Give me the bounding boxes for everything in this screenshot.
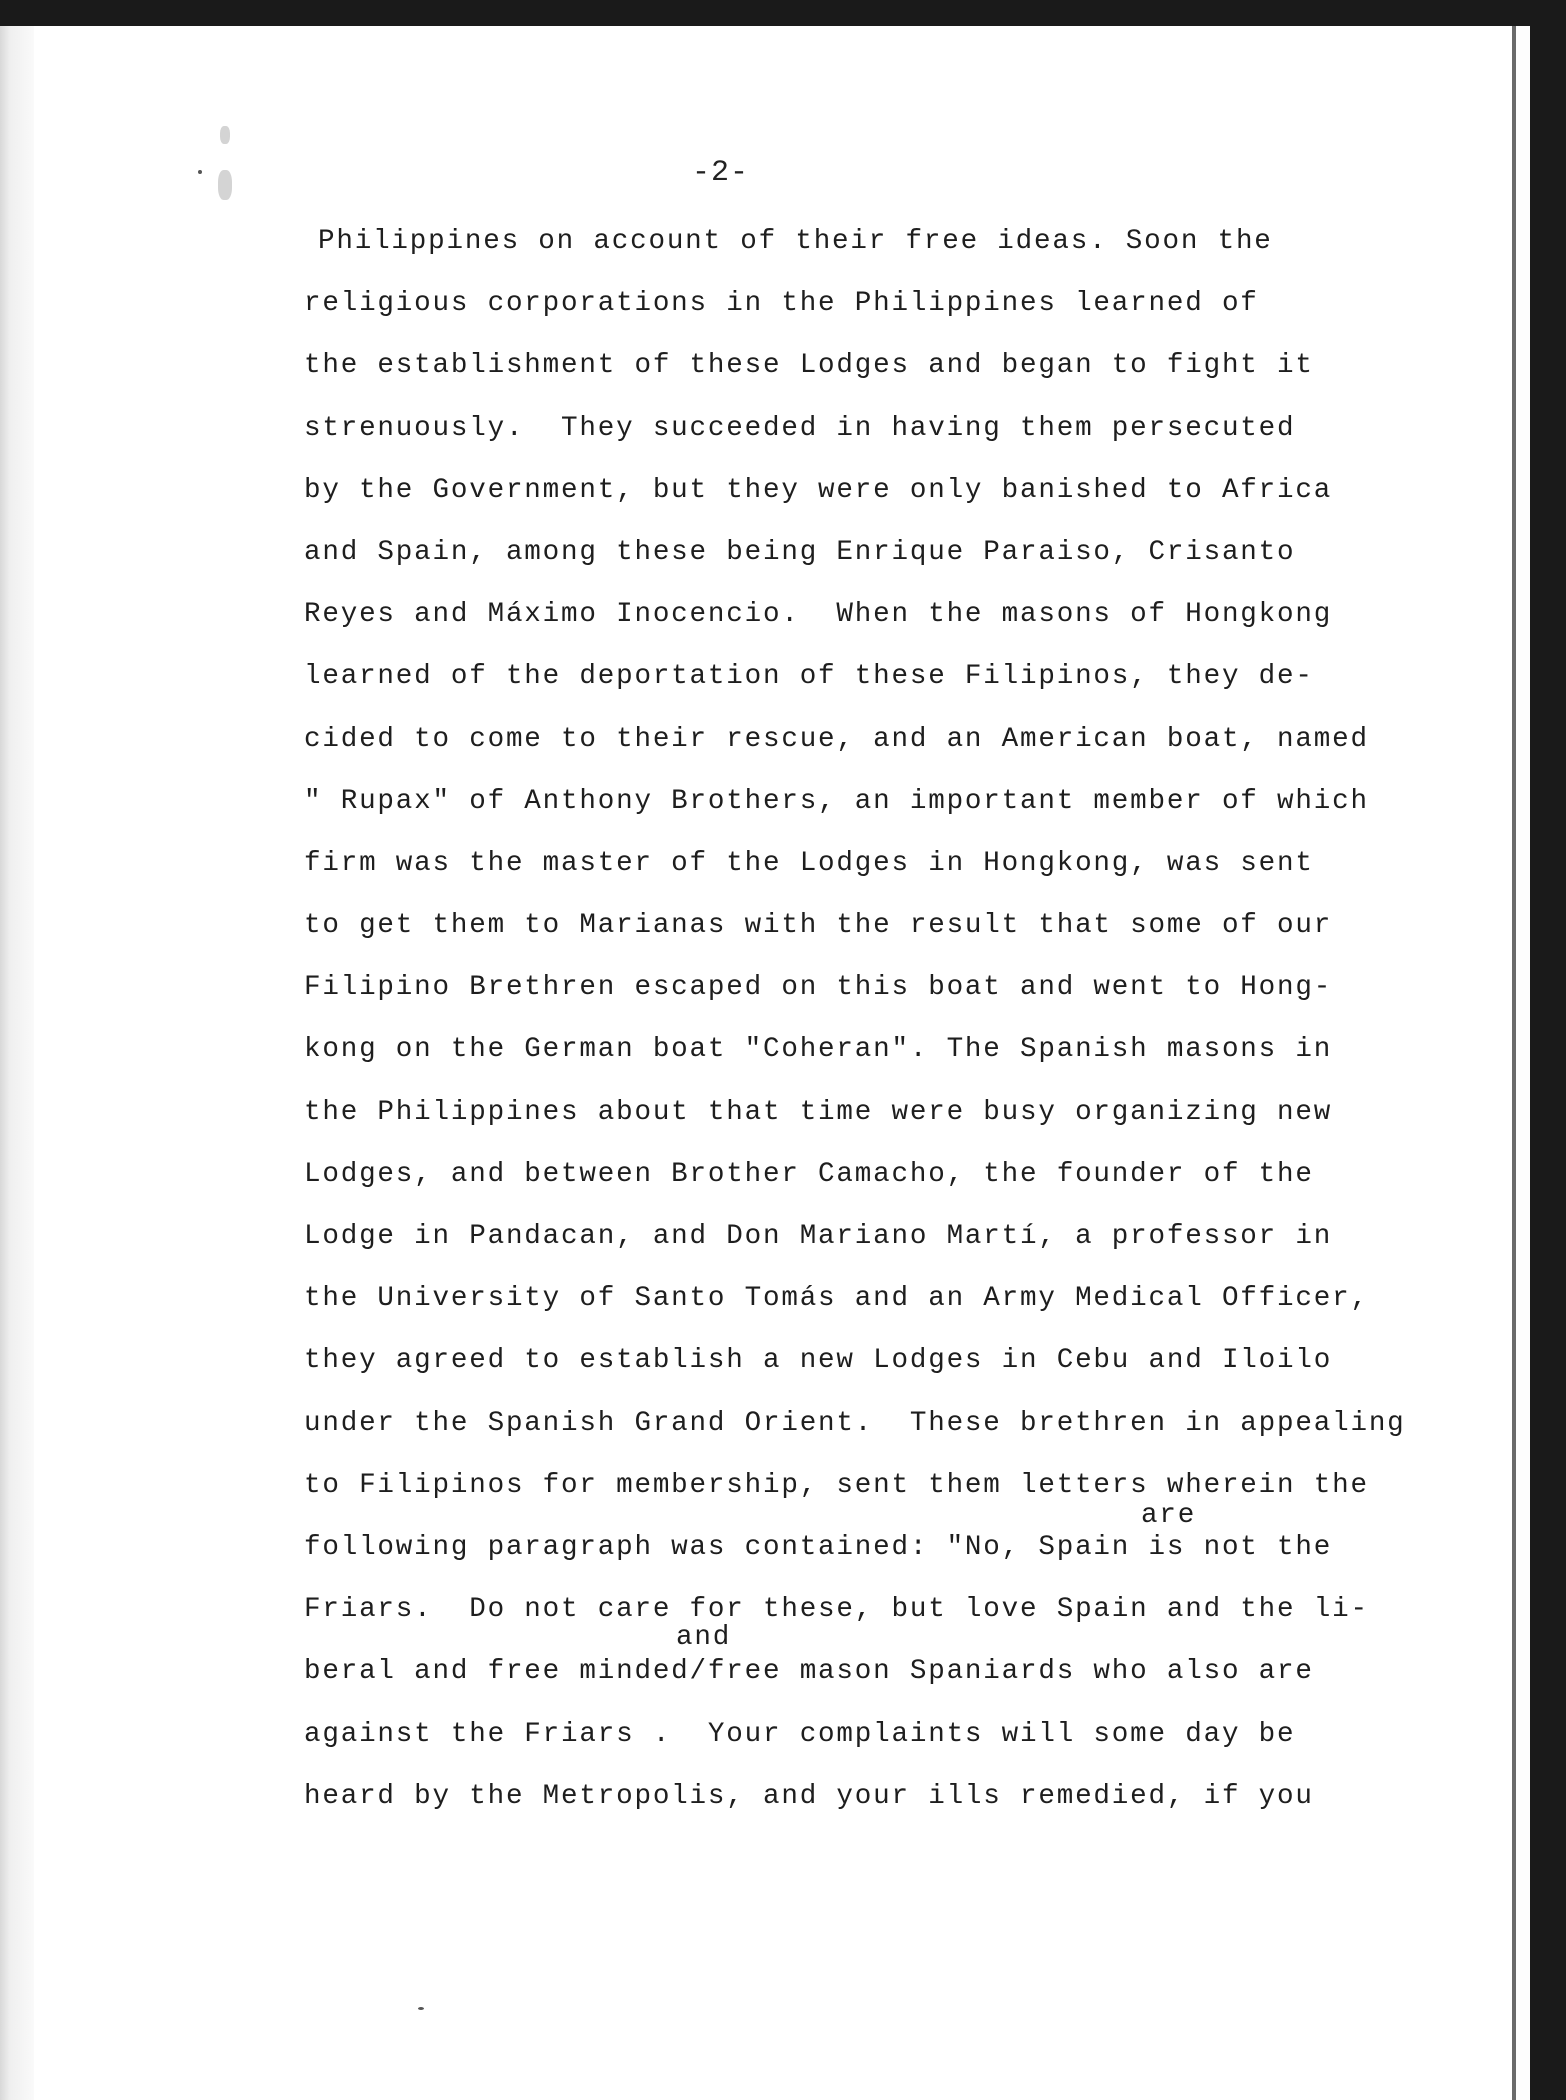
text-line: by the Government, but they were only banished to Africa xyxy=(304,474,1333,506)
text-line: Lodges, and between Brother Camacho, the founder of the xyxy=(304,1158,1314,1190)
text-line: heard by the Metropolis, and your ills remedied, if you xyxy=(304,1780,1314,1812)
text-line: to get them to Marianas with the result that some of our xyxy=(304,910,1333,942)
text-line: under the Spanish Grand Orient. These brethren in appealing xyxy=(304,1407,1406,1439)
text-line: the establishment of these Lodges and began to fight it xyxy=(304,350,1314,382)
margin-mark xyxy=(198,170,202,174)
text-line: following paragraph was contained: "No, Spain is not the xyxy=(304,1531,1333,1563)
margin-smudge xyxy=(218,170,232,200)
scan-edge-line xyxy=(1512,26,1516,2100)
text-line: Reyes and Máximo Inocencio. When the masons of Hongkong xyxy=(304,599,1333,631)
margin-smudge xyxy=(220,126,230,144)
text-line: against the Friars . Your complaints will some day be xyxy=(304,1718,1296,1750)
page-number: -2- xyxy=(692,156,750,190)
text-line: Lodge in Pandacan, and Don Mariano Martí, a professor in xyxy=(304,1221,1333,1252)
text-line: learned of the deportation of these Filipinos, they de- xyxy=(304,661,1314,693)
text-line: kong on the German boat "Coheran". The Spanish masons in xyxy=(304,1034,1333,1066)
text-line: to Filipinos for membership, sent them letters wherein the xyxy=(304,1469,1369,1501)
text-line: they agreed to establish a new Lodges in Cebu and Iloilo xyxy=(304,1345,1333,1377)
text-line: religious corporations in the Philippines learned of xyxy=(304,288,1259,320)
text-line: strenuously. They succeeded in having them persecuted xyxy=(304,412,1296,444)
text-line: firm was the master of the Lodges in Hongkong, was sent xyxy=(304,847,1314,879)
text-line: Filipino Brethren escaped on this boat and went to Hong- xyxy=(304,972,1333,1004)
scan-border-right xyxy=(1530,0,1566,2100)
text-line: beral and free minded/free mason Spaniards who also are xyxy=(304,1656,1314,1688)
text-line: Philippines on account of their free ideas. Soon the xyxy=(318,226,1273,257)
text-line: " Rupax" of Anthony Brothers, an important member of which xyxy=(304,785,1369,817)
text-line: cided to come to their rescue, and an American boat, named xyxy=(304,723,1369,755)
interlinear-correction-and: and xyxy=(676,1622,732,1653)
text-line: the University of Santo Tomás and an Army Medical Officer, xyxy=(304,1283,1369,1315)
scan-border-top xyxy=(0,0,1566,26)
interlinear-correction-are: are xyxy=(1141,1500,1197,1531)
scan-edge-left xyxy=(0,26,34,2100)
typed-body-text xyxy=(304,216,1444,1833)
text-line: and Spain, among these being Enrique Paraiso, Crisanto xyxy=(304,536,1296,568)
stray-mark xyxy=(418,2007,424,2010)
text-line: the Philippines about that time were busy organizing new xyxy=(304,1096,1333,1128)
text-line: Friars. Do not care for these, but love Spain and the li- xyxy=(304,1594,1369,1626)
